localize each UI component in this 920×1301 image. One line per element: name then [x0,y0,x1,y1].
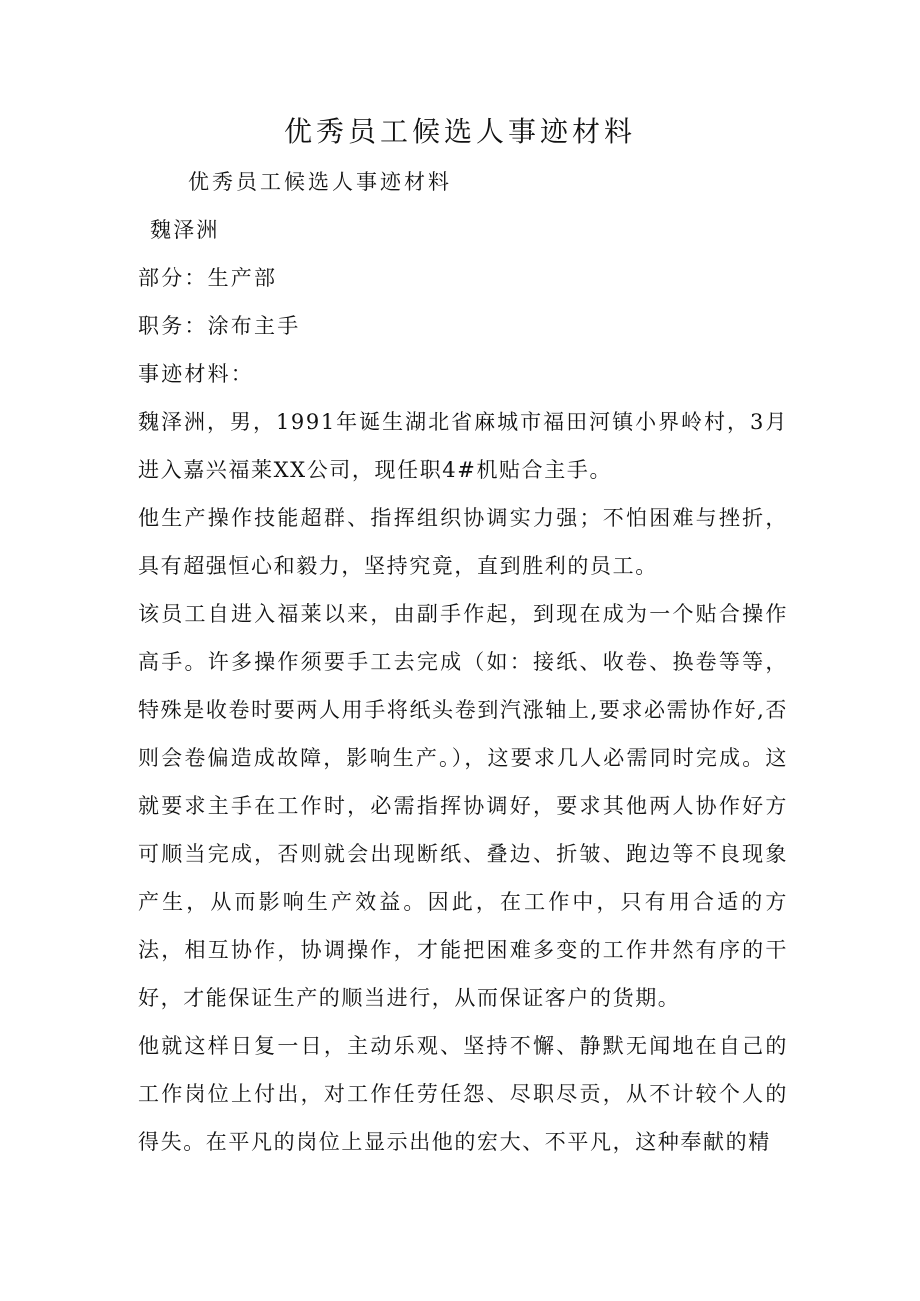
paragraph-3: 该员工自进入福莱以来，由副手作起，到现在成为一个贴合操作高手。许多操作须要手工去完成（如：接纸、收卷、换卷等等，特殊是收卷时要两人用手将纸头卷到汽涨轴上,要求必需协作好,否则会卷偏造成故障，影响生产。），这要求几人必需同时完成。这就要求主手在工作时，必需指挥协调好，要求其他两人协作好方可顺当完成，否则就会出现断纸、叠边、折皱、跑边等不良现象产生，从而影响生产效益。因此，在工作中，只有用合适的方法，相互协作，协调操作，才能把困难多变的工作井然有序的干好，才能保证生产的顺当进行，从而保证客户的货期。 [138,602,788,1010]
paragraph-1: 魏泽洲，男，1991年诞生湖北省麻城市福田河镇小界岭村，3月进入嘉兴福莱XX公司，现任职4#机贴合主手。 [138,410,788,482]
paragraph-4: 他就这样日复一日，主动乐观、坚持不懈、静默无闻地在自己的工作岗位上付出，对工作任劳任怨、尽职尽贡，从不计较个人的得失。在平凡的岗位上显示出他的宏大、不平凡，这种奉献的精 [138,1034,788,1154]
document-title: 优秀员工候选人事迹材料 [283,115,636,148]
paragraph-2: 他生产操作技能超群、指挥组织协调实力强；不怕困难与挫折，具有超强恒心和毅力，坚持究竟，直到胜利的员工。 [138,506,788,578]
document-subtitle: 优秀员工候选人事迹材料 [188,170,452,194]
candidate-name: 魏泽洲 [150,218,220,242]
position-line: 职务：涂布主手 [138,314,301,338]
section-heading: 事迹材料： [138,362,254,386]
department-line: 部分：生产部 [138,266,278,290]
